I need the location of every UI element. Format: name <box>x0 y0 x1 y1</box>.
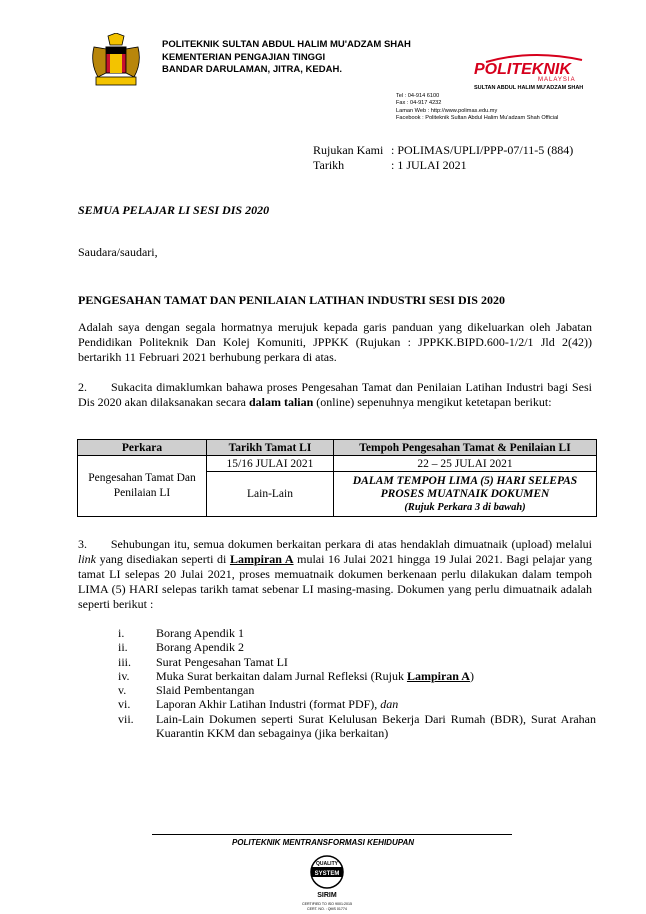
list-text: Slaid Pembentangan <box>156 683 255 698</box>
contact-facebook: Facebook : Politeknik Sultan Abdul Halim Mu'adzam Shah Official <box>396 115 559 122</box>
cell-period-1: 22 – 25 JULAI 2021 <box>334 456 597 472</box>
reference-value: : POLIMAS/UPLI/PPP-07/11-5 (884) <box>391 143 574 157</box>
list-text: Surat Pengesahan Tamat LI <box>156 654 288 669</box>
paragraph-3-text-a: Sehubungan itu, semua dokumen berkaitan perkara di atas hendaklah dimuatnaik (upload) melalui <box>110 537 593 551</box>
list-text-a: Laporan Akhir Latihan Industri (format PDF), <box>156 697 381 712</box>
list-text: Borang Apendik 2 <box>156 640 244 655</box>
list-num: iii. <box>118 654 132 669</box>
cell-date-2: Lain-Lain <box>207 472 334 517</box>
list-num: iv. <box>118 668 130 683</box>
cert-brand: SIRIM <box>317 892 337 899</box>
list-num: v. <box>118 683 127 698</box>
period-2-note: (Rujuk Perkara 3 di bawah) <box>404 501 526 513</box>
list-item <box>118 669 596 683</box>
cell-date-1: 15/16 JULAI 2021 <box>207 456 334 472</box>
paragraph-3-text-b: yang disediakan seperti di <box>96 552 230 566</box>
paragraph-2-text-a: Sukacita dimaklumkan bahawa proses Pengesahan Tamat dan Penilaian Latihan Industri bagi Sesi Dis 2020 akan dilaksanakan secara <box>78 380 593 409</box>
institution-name: POLITEKNIK SULTAN ABDUL HALIM MU'ADZAM SHAH <box>162 39 411 50</box>
list-num: vii. <box>118 711 134 726</box>
paragraph-3-text-c: mulai 16 Julai 2021 hingga 19 Julai 2021. Bagi pelajar yang tamat LI selepas 20 Julai 2021, proses memuatnaik dokumen berkenaan perlu dilakukan dalam tempoh LIMA (5) HARI selepas tarikh tamat sebenar LI masing-masing. Dokumen yang perlu dimuatnaik adalah seperti berikut : <box>78 552 593 611</box>
list-item <box>118 626 596 640</box>
header-tempoh: Tempoh Pengesahan Tamat & Penilaian LI <box>334 440 597 456</box>
table-header-row <box>78 440 597 456</box>
contact-tel: Tel : 04-914 6100 <box>396 93 440 99</box>
cell-period-2 <box>334 472 597 517</box>
reference-block <box>313 143 573 173</box>
header-tarikh: Tarikh Tamat LI <box>207 440 334 456</box>
cert-mid: SYSTEM <box>314 871 340 877</box>
logo-word: POLITEKNIK <box>474 61 571 78</box>
cert-line1: CERTIFIED TO ISO 9001:2015 <box>302 902 352 906</box>
reference-label: Rujukan Kami <box>313 143 384 157</box>
list-item <box>118 640 596 654</box>
paragraph-2-number: 2. <box>78 380 87 394</box>
footer-divider <box>152 834 512 835</box>
list-item <box>118 683 596 697</box>
quality-system-badge <box>297 852 357 914</box>
list-item <box>118 697 596 711</box>
cert-top: QUALITY <box>316 861 338 867</box>
contact-web: Laman Web : http://www.polimas.edu.my <box>396 107 498 114</box>
list-item <box>118 712 596 741</box>
logo-tagline: SULTAN ABDUL HALIM MU'ADZAM SHAH <box>474 85 584 91</box>
period-2-line2: PROSES MUATNAIK DOKUMEN <box>380 487 550 500</box>
logo-sub: MALAYSIA <box>538 77 576 83</box>
cert-line2: CERT. NO. : QMS 01774 <box>307 907 347 911</box>
list-text: Borang Apendik 1 <box>156 626 244 640</box>
contact-fax: Fax : 04-917 4232 <box>396 100 442 107</box>
politeknik-logo <box>472 53 590 91</box>
lampiran-a-ref: Lampiran A <box>229 552 294 566</box>
date-label: Tarikh <box>313 158 345 172</box>
table-row <box>78 456 597 472</box>
list-num: ii. <box>118 640 128 655</box>
paragraph-1: Adalah saya dengan segala hormatnya merujuk kepada garis panduan yang dikeluarkan oleh Jabatan Pendidikan Politeknik Dan Kolej Komuniti, JPPKK (Rujukan : JPPKK.BIPD.600-1/2/1 Jld 2(42)) bertarikh 11 Februari 2021 berhubung perkara di atas. <box>78 320 592 364</box>
list-item <box>118 655 596 669</box>
paragraph-3-number: 3. <box>78 537 87 551</box>
paragraph-3 <box>78 537 592 612</box>
schedule-table <box>77 439 597 517</box>
paragraph-2-text-c: (online) sepenuhnya mengikut ketetapan berikut: <box>313 395 552 409</box>
cell-perkara: Pengesahan Tamat Dan Penilaian LI <box>78 456 207 517</box>
list-lampiran-ref: Lampiran A <box>406 668 470 683</box>
institution-block <box>162 39 411 77</box>
coat-of-arms-logo <box>86 33 146 91</box>
paragraph-3-link: link <box>78 552 96 566</box>
contact-block <box>396 93 558 123</box>
list-text: Lain-Lain Dokumen seperti Surat Kelulusan Bekerja Dari Rumah (BDR), Surat Arahan Kuarantin KKM dan sebagainya (jika berkaitan) <box>156 711 596 741</box>
header-perkara: Perkara <box>78 440 207 456</box>
recipient: SEMUA PELAJAR LI SESI DIS 2020 <box>78 203 270 217</box>
paragraph-2-bold: dalam talian <box>248 395 314 409</box>
list-text-a: Muka Surat berkaitan dalam Jurnal Refleksi (Rujuk <box>156 668 407 683</box>
ministry-name: KEMENTERIAN PENGAJIAN TINGGI <box>162 51 326 63</box>
list-text-after: ) <box>469 668 474 683</box>
list-num: i. <box>118 626 125 640</box>
document-list <box>118 626 596 740</box>
institution-address: BANDAR DARULAMAN, JITRA, KEDAH. <box>162 64 342 75</box>
paragraph-2 <box>78 380 592 410</box>
list-text <box>156 669 596 683</box>
period-2-line1: DALAM TEMPOH LIMA (5) HARI SELEPAS <box>352 474 578 487</box>
list-text <box>156 697 596 711</box>
list-text-ital: dan <box>380 697 399 712</box>
salutation: Saudara/saudari, <box>78 245 158 259</box>
subject-title: PENGESAHAN TAMAT DAN PENILAIAN LATIHAN INDUSTRI SESI DIS 2020 <box>78 293 505 307</box>
list-num: vi. <box>118 697 131 712</box>
footer-motto: POLITEKNIK MENTRANSFORMASI KEHIDUPAN <box>231 838 415 847</box>
date-value: : 1 JULAI 2021 <box>391 158 467 172</box>
